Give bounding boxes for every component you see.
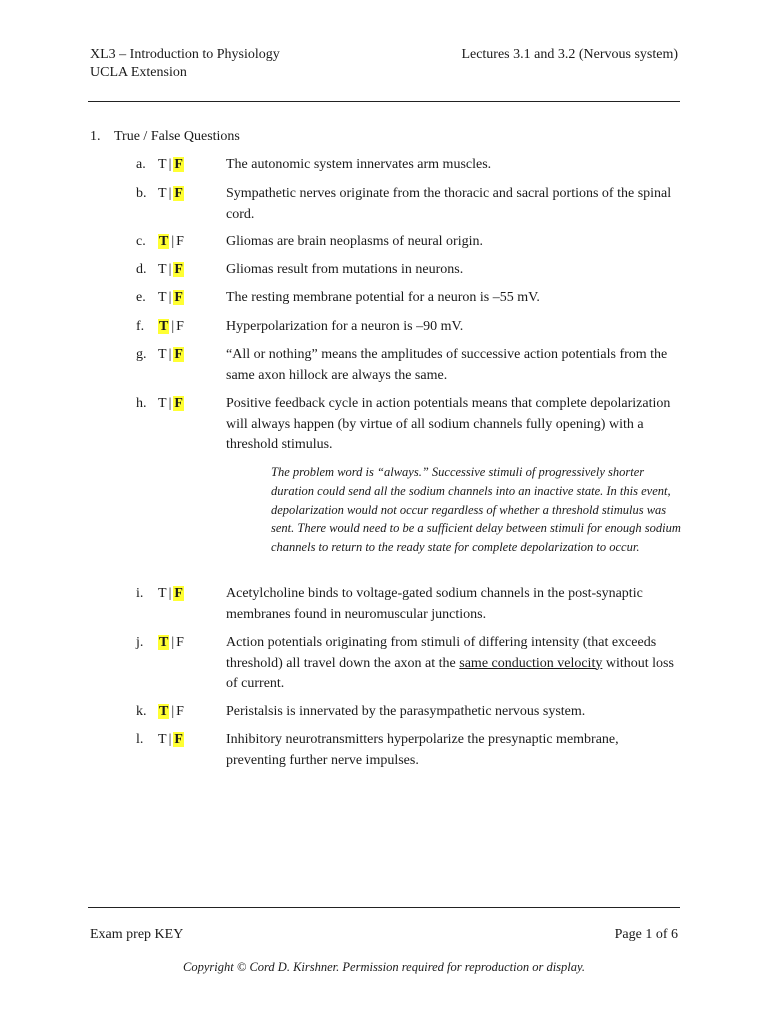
section-heading bbox=[90, 128, 240, 146]
choice-separator: | bbox=[171, 635, 175, 650]
question-text: The autonomic system innervates arm muscles. bbox=[226, 157, 492, 172]
true-false-choice bbox=[158, 184, 184, 205]
question-letter: b. bbox=[136, 186, 147, 201]
question-letter: c. bbox=[136, 234, 146, 249]
true-option: T bbox=[159, 319, 169, 334]
question-letter: g. bbox=[136, 347, 147, 362]
true-option: T bbox=[158, 157, 167, 172]
false-option: F bbox=[174, 186, 183, 201]
true-false-choice bbox=[158, 633, 184, 654]
question-text bbox=[226, 633, 678, 695]
question-text: Positive feedback cycle in action potentials means that complete depolarization will always happen (by virtue of all sodium channels fully opening) with a threshold stimulus. bbox=[226, 396, 671, 452]
choice-separator: | bbox=[168, 586, 172, 601]
choice-separator: | bbox=[168, 347, 172, 362]
question-text-part: without loss of current. bbox=[226, 655, 674, 691]
true-option: T bbox=[158, 290, 167, 305]
true-false-choice bbox=[158, 730, 184, 751]
question-letter: f. bbox=[136, 319, 145, 334]
choice-separator: | bbox=[171, 319, 175, 334]
choice-separator: | bbox=[171, 704, 175, 719]
true-option: T bbox=[159, 234, 169, 249]
question-text: The resting membrane potential for a neuron is –55 mV. bbox=[226, 290, 540, 305]
header-divider bbox=[88, 101, 680, 102]
false-option: F bbox=[174, 732, 183, 747]
true-false-choice bbox=[158, 584, 184, 605]
question-letter: d. bbox=[136, 262, 147, 277]
question-text: Gliomas result from mutations in neurons. bbox=[226, 262, 464, 277]
true-false-choice bbox=[158, 345, 184, 366]
footer-divider bbox=[88, 907, 680, 908]
explanation-note-h: The problem word is “always.” Successive stimuli of progressively shorter duration could send all the sodium channels into an inactive state. In this event, depolarization would not occur regardless of whether a threshold stimulus was sent. There would need to be a sufficient delay between stimuli for enough sodium channels to return to the ready state for complete depolarization to occur. bbox=[271, 465, 681, 555]
false-option: F bbox=[174, 262, 183, 277]
question-text: Peristalsis is innervated by the parasympathetic nervous system. bbox=[226, 704, 586, 719]
question-text: Inhibitory neurotransmitters hyperpolarize the presynaptic membrane, preventing further nerve impulses. bbox=[226, 732, 619, 768]
question-letter: l. bbox=[136, 732, 144, 747]
choice-separator: | bbox=[168, 732, 172, 747]
institution: UCLA Extension bbox=[90, 65, 187, 80]
question-letter: a. bbox=[136, 157, 146, 172]
choice-separator: | bbox=[171, 234, 175, 249]
question-letter: k. bbox=[136, 704, 147, 719]
false-option: F bbox=[174, 290, 183, 305]
footer-label: Exam prep KEY bbox=[90, 927, 184, 942]
underlined-phrase: same conduction velocity bbox=[459, 655, 603, 671]
question-text: “All or nothing” means the amplitudes of successive action potentials from the same axon hillock are always the same. bbox=[226, 347, 668, 383]
true-option: T bbox=[159, 704, 169, 719]
true-option: T bbox=[158, 347, 167, 362]
choice-separator: | bbox=[168, 186, 172, 201]
question-letter: j. bbox=[136, 635, 144, 650]
false-option: F bbox=[174, 157, 183, 172]
true-option: T bbox=[158, 586, 167, 601]
false-option: F bbox=[174, 347, 183, 362]
true-option: T bbox=[158, 396, 167, 411]
question-letter: h. bbox=[136, 396, 147, 411]
choice-separator: | bbox=[168, 157, 172, 172]
question-text: Acetylcholine binds to voltage-gated sodium channels in the post-synaptic membranes found in neuromuscular junctions. bbox=[226, 586, 643, 622]
false-option: F bbox=[176, 319, 184, 334]
copyright-notice: Copyright © Cord D. Kirshner. Permission required for reproduction or display. bbox=[183, 960, 585, 974]
false-option: F bbox=[174, 396, 183, 411]
choice-separator: | bbox=[168, 290, 172, 305]
question-letter: e. bbox=[136, 290, 146, 305]
course-title: XL3 – Introduction to Physiology bbox=[90, 47, 280, 62]
page-number: Page 1 of 6 bbox=[614, 927, 678, 942]
choice-separator: | bbox=[168, 396, 172, 411]
lectures-title: Lectures 3.1 and 3.2 (Nervous system) bbox=[461, 47, 678, 62]
question-text-part: Action potentials originating from stimuli of differing intensity (that exceeds threshold) all travel down the axon at the bbox=[226, 635, 657, 671]
true-option: T bbox=[158, 186, 167, 201]
header-left bbox=[90, 46, 280, 82]
true-option: T bbox=[159, 635, 169, 650]
false-option: F bbox=[176, 234, 184, 249]
question-letter: i. bbox=[136, 586, 144, 601]
question-text: Gliomas are brain neoplasms of neural origin. bbox=[226, 234, 483, 249]
true-false-choice bbox=[158, 317, 184, 338]
question-text: Hyperpolarization for a neuron is –90 mV. bbox=[226, 319, 464, 334]
true-false-choice bbox=[158, 288, 184, 309]
true-false-choice bbox=[158, 155, 184, 176]
choice-separator: | bbox=[168, 262, 172, 277]
false-option: F bbox=[176, 704, 184, 719]
true-false-choice bbox=[158, 232, 184, 253]
true-false-choice bbox=[158, 394, 184, 415]
true-option: T bbox=[158, 732, 167, 747]
question-text: Sympathetic nerves originate from the thoracic and sacral portions of the spinal cord. bbox=[226, 186, 672, 222]
section-number: 1. bbox=[90, 129, 101, 144]
false-option: F bbox=[174, 586, 183, 601]
true-false-choice bbox=[158, 260, 184, 281]
section-title: True / False Questions bbox=[114, 129, 240, 144]
true-option: T bbox=[158, 262, 167, 277]
true-false-choice bbox=[158, 702, 184, 723]
false-option: F bbox=[176, 635, 184, 650]
